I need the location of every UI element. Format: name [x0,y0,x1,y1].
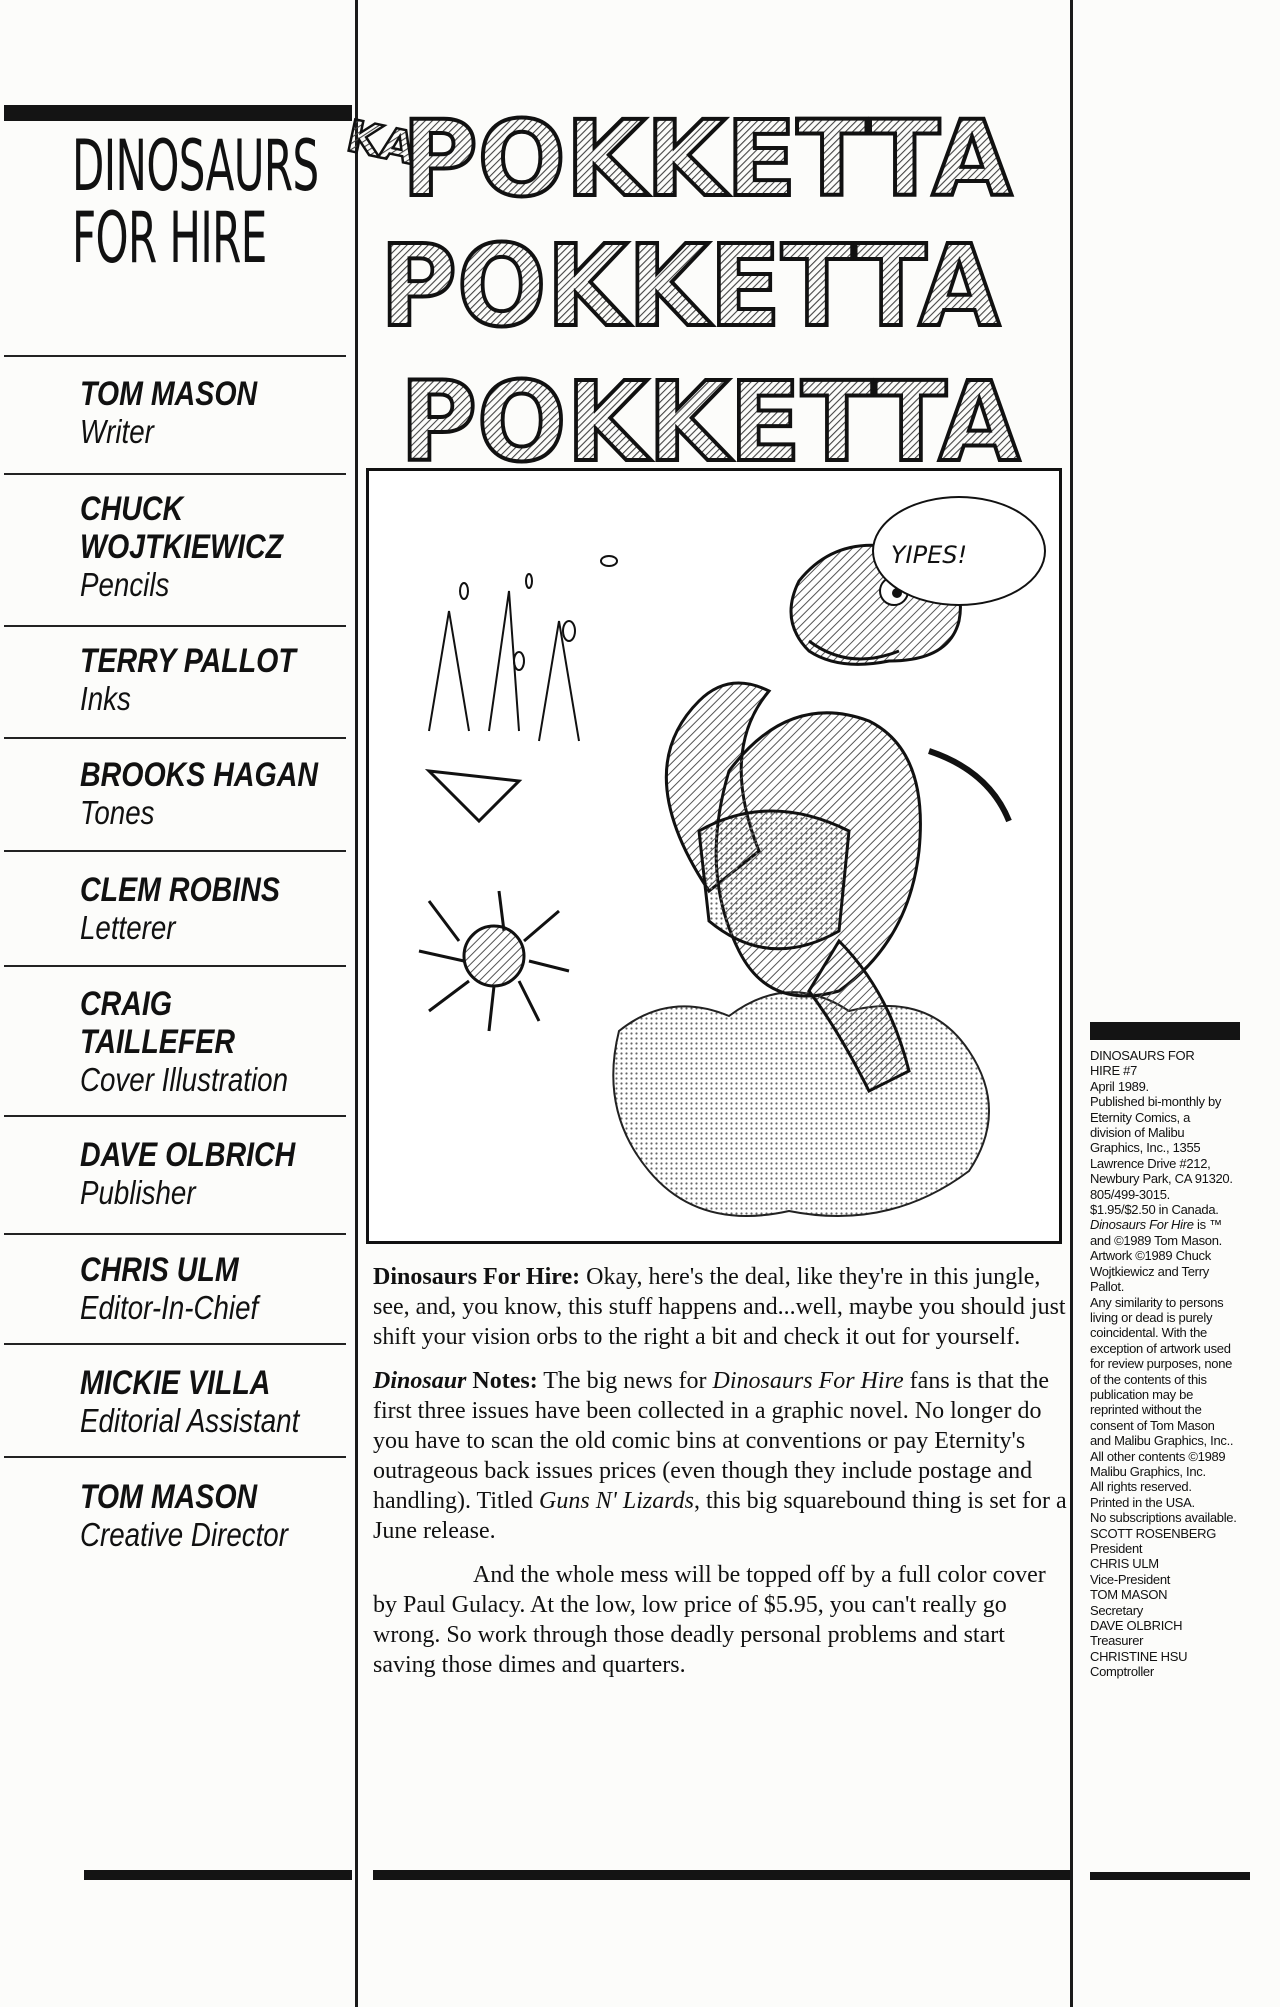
indicia-top-bar [1090,1022,1240,1040]
credit-separator [4,1115,346,1117]
indicia-line: and Malibu Graphics, Inc.. [1090,1433,1234,1449]
indicia-line: DINOSAURS FOR [1090,1048,1195,1063]
credit-separator [4,1456,346,1458]
credit-name: DAVE OLBRICH [80,1136,296,1174]
indicia-line: $1.95/$2.50 in Canada. [1090,1202,1219,1218]
indicia-line: consent of Tom Mason [1090,1417,1215,1433]
title-word-1: POKKETTA [402,98,1012,220]
credit-role: Pencils [80,566,170,603]
credit-role: Editorial Assistant [80,1402,300,1439]
credit-pencils [80,490,350,603]
credit-letterer [80,871,350,946]
indicia-line: Wojtkiewicz and Terry [1090,1263,1209,1279]
indicia-line: Printed in the USA. [1090,1494,1195,1510]
indicia-line: Graphics, Inc., 1355 [1090,1140,1201,1156]
notes-text-b: fans is that the first three issues have been collected in a graphic novel. No longer do you have to scan the old comic bins at conventions or pay Eternity's outrageous back issues prices (even though they include postage and handling). Titled [373,1368,1049,1514]
credit-role: Editor-In-Chief [80,1289,259,1326]
credit-separator [4,850,346,852]
indicia-line: reprinted without the [1090,1402,1202,1418]
indicia-line: Eternity Comics, a [1090,1109,1191,1125]
credit-role: Writer [80,413,154,450]
indicia-line: DAVE OLBRICH [1090,1618,1183,1634]
notes-text-a: The big news for [537,1368,713,1394]
body-bottom-bar [373,1870,1070,1880]
comic-panel [366,468,1062,1244]
indicia-line: No subscriptions available. [1090,1510,1237,1526]
intro-text: Okay, here's the deal, like they're in this jungle, see, and, you know, this stuff happens and...well, maybe you should just shift your vision orbs to the right a bit and check it out for yourself. [373,1264,1066,1350]
credit-separator [4,473,346,475]
indicia-line: Treasurer [1090,1633,1144,1649]
credit-separator [4,355,346,357]
dinosaur-illustration [369,471,1059,1241]
indicia-line: Any similarity to persons [1090,1294,1224,1310]
indicia-line: publication may be [1090,1386,1193,1402]
credit-editor-in-chief [80,1251,350,1326]
credit-cover-illustration [80,985,350,1098]
indicia-line: Vice-President [1090,1571,1171,1587]
credit-role: Creative Director [80,1516,288,1553]
notes-lead: Dinosaur Notes: [373,1368,538,1394]
indicia-line: for review purposes, none [1090,1356,1233,1372]
editorial-text [373,1262,1073,1680]
credit-name-line1: CHUCK [80,490,184,528]
credit-name-line2: WOJTKIEWICZ [80,528,284,566]
masthead-title-line2: FOR HIRE [72,197,267,279]
indicia-line: CHRIS ULM [1090,1556,1159,1572]
title-word-3: POKKETTA [400,358,1020,486]
notes-text-c: , this big squarebound thing is set for a June release. [373,1488,1067,1544]
credit-role: Inks [80,680,131,717]
credit-writer [80,375,350,450]
indicia-line: Comptroller [1090,1664,1154,1680]
indicia-line: HIRE #7 [1090,1063,1138,1079]
notes-title-1: Dinosaurs For Hire [712,1368,904,1394]
indicia-line: of the contents of this [1090,1371,1207,1387]
credit-publisher [80,1136,350,1211]
indicia-line: Published bi-monthly by [1090,1094,1222,1110]
credit-name: TOM MASON [80,1478,258,1516]
indicia-line: Lawrence Drive #212, [1090,1155,1211,1171]
credit-role: Cover Illustration [80,1061,288,1098]
speech-balloon-text: YIPES! [890,541,968,569]
credit-separator [4,1233,346,1235]
indicia-line: exception of artwork used [1090,1340,1231,1356]
indicia-bottom-bar [1090,1872,1250,1880]
paragraph-notes [373,1366,1073,1546]
credit-name: TERRY PALLOT [80,642,296,680]
credit-tones [80,756,350,831]
indicia [1090,1048,1260,1680]
credit-role: Letterer [80,909,176,946]
credit-name: CLEM ROBINS [80,871,280,909]
credit-role: Publisher [80,1174,196,1211]
credit-creative-director [80,1478,350,1553]
credit-separator [4,965,346,967]
indicia-line: April 1989. [1090,1078,1149,1094]
credit-name: TOM MASON [80,375,258,413]
paragraph-cover: And the whole mess will be topped off by a full color cover by Paul Gulacy. At the low, low price of $5.95, you can't really go wrong. So work through those deadly personal problems and start saving those dimes and quarters. [373,1562,1046,1678]
indicia-line: CHRISTINE HSU [1090,1648,1188,1664]
indicia-line: Artwork ©1989 Chuck [1090,1248,1211,1264]
indicia-line: President [1090,1541,1143,1556]
indicia-line: All other contents ©1989 [1090,1448,1226,1464]
notes-title-2: Guns N' Lizards [539,1488,694,1514]
indicia-line: Malibu Graphics, Inc. [1090,1463,1206,1479]
credit-editorial-assistant [80,1364,350,1439]
credit-name-line1: CRAIG [80,985,173,1023]
indicia-line: Pallot. [1090,1279,1125,1295]
indicia-line: SCOTT ROSENBERG [1090,1525,1217,1541]
credit-inks [80,642,350,717]
indicia-line: Newbury Park, CA 91320. [1090,1171,1233,1187]
intro-lead: Dinosaurs For Hire: [373,1264,581,1290]
indicia-line: 805/499-3015. [1090,1186,1170,1202]
indicia-line: Secretary [1090,1602,1143,1618]
indicia-line: and ©1989 Tom Mason. [1090,1232,1222,1248]
credit-separator [4,1343,346,1345]
title-art [340,85,1080,505]
indicia-line: All rights reserved. [1090,1479,1192,1495]
indicia-line: TOM MASON [1090,1587,1168,1603]
indicia-trademark-line: Dinosaurs For Hire is ™ [1090,1217,1222,1233]
title-word-2: POKKETTA [380,222,1001,352]
indicia-line: division of Malibu [1090,1125,1185,1141]
credit-name-line2: TAILLEFER [80,1023,235,1061]
credits-bottom-bar [84,1870,352,1880]
masthead-title-line1: DINOSAURS [72,125,319,207]
credit-name: MICKIE VILLA [80,1364,271,1402]
indicia-line: coincidental. With the [1090,1325,1207,1341]
masthead-top-bar [4,105,352,121]
credit-separator [4,737,346,739]
masthead [72,125,342,279]
credit-separator [4,625,346,627]
paragraph-intro [373,1262,1073,1352]
credit-name: CHRIS ULM [80,1251,239,1289]
credit-name: BROOKS HAGAN [80,756,319,794]
title-prefix: KA [342,110,420,175]
credit-role: Tones [80,794,155,831]
indicia-line: living or dead is purely [1090,1309,1213,1325]
